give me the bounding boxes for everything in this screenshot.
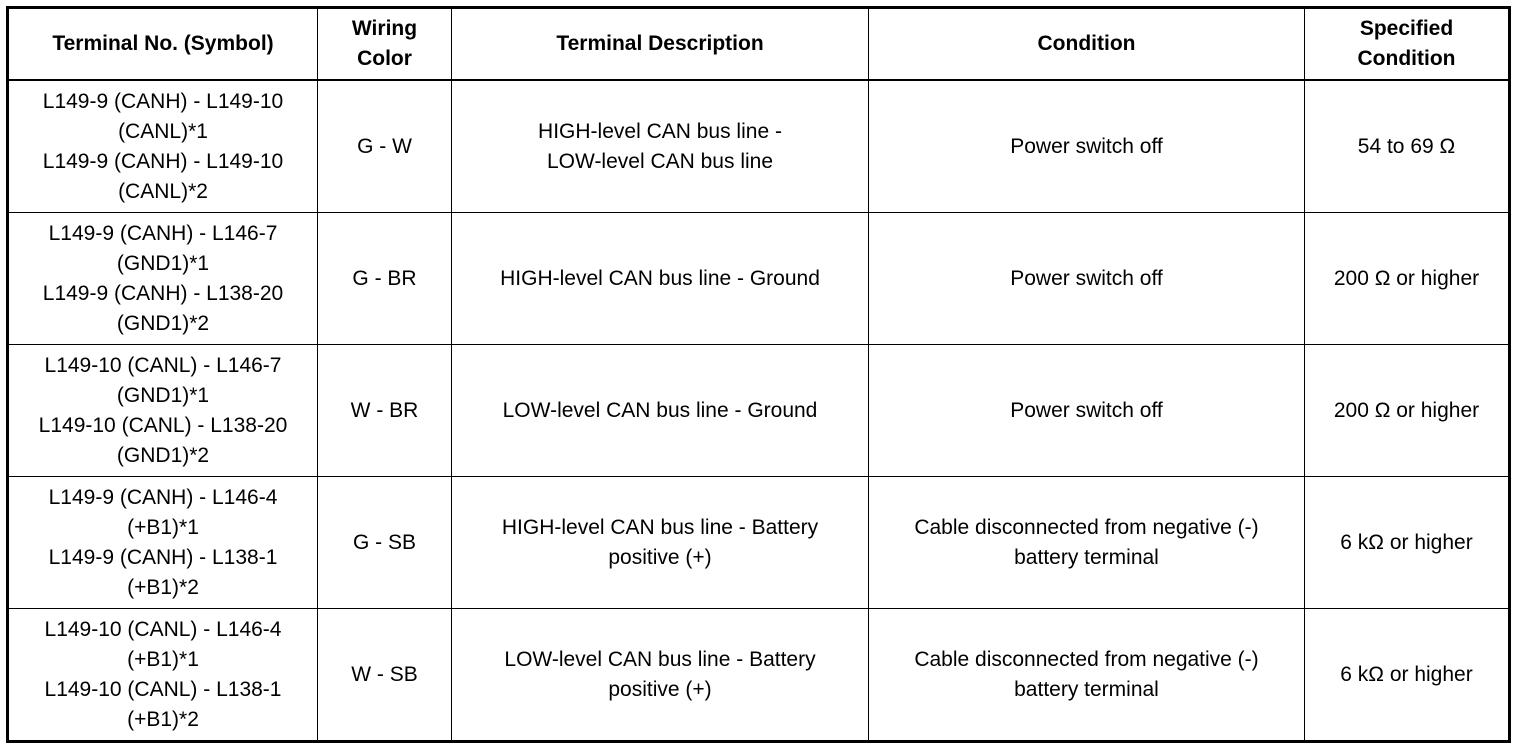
table-row [8,609,1510,742]
cell-specified-condition: 6 kΩ or higher [1305,477,1510,609]
cell-terminal [8,477,318,609]
cell-condition [869,609,1305,742]
cell-terminal-line: L149-10 (CANL) - L138-20 [38,413,288,437]
cell-terminal [8,609,318,742]
cell-terminal-description-line: HIGH-level CAN bus line - Battery [501,515,819,539]
terminal-spec-table [6,6,1511,743]
cell-terminal-description [452,477,869,609]
cell-terminal-line: (+B1)*2 [127,575,199,599]
cell-terminal-line: (GND1)*1 [116,251,210,275]
cell-terminal [8,213,318,345]
cell-specified-condition: 6 kΩ or higher [1305,609,1510,742]
cell-terminal-description [452,345,869,477]
cell-condition [869,213,1305,345]
table-body [8,80,1510,742]
cell-terminal-line: L149-9 (CANH) - L138-1 [48,545,278,569]
header-terminal-description: Terminal Description [452,8,869,81]
cell-condition-line: battery terminal [1014,677,1159,701]
cell-terminal-description-line: HIGH-level CAN bus line - [538,119,782,143]
cell-terminal-description [452,213,869,345]
cell-terminal-line: L149-10 (CANL) - L146-4 [44,617,282,641]
cell-wiring-color: G - BR [318,213,452,345]
table-container [6,6,1511,743]
cell-terminal-line: (+B1)*1 [127,515,199,539]
table-header-row [8,8,1510,81]
cell-terminal-description-line: positive (+) [608,545,712,569]
cell-wiring-color: W - SB [318,609,452,742]
cell-terminal-line: (CANL)*1 [118,119,208,143]
cell-terminal-line: (GND1)*2 [116,443,210,467]
cell-wiring-color: W - BR [318,345,452,477]
cell-terminal-line: L149-10 (CANL) - L138-1 [44,677,282,701]
cell-condition-line: Power switch off [1010,398,1163,422]
cell-terminal-description-line: LOW-level CAN bus line - Ground [502,398,818,422]
cell-condition [869,80,1305,213]
cell-wiring-color: G - W [318,80,452,213]
cell-condition-line: Cable disconnected from negative (-) [914,515,1259,539]
header-terminal: Terminal No. (Symbol) [8,8,318,81]
cell-terminal-line: L149-9 (CANH) - L149-10 [42,89,284,113]
cell-terminal-description-line: LOW-level CAN bus line [546,149,774,173]
cell-terminal-line: (CANL)*2 [118,179,208,203]
cell-condition [869,477,1305,609]
header-wiring-color-line: Color [357,47,412,70]
cell-terminal-description-line: LOW-level CAN bus line - Battery [504,647,816,671]
cell-terminal-line: L149-9 (CANH) - L149-10 [42,149,284,173]
table-row [8,80,1510,213]
table-row [8,477,1510,609]
cell-condition [869,345,1305,477]
cell-terminal [8,80,318,213]
cell-terminal-description [452,80,869,213]
cell-condition-line: Power switch off [1010,266,1163,290]
header-specified-condition [1305,8,1510,81]
cell-terminal-line: (GND1)*1 [116,383,210,407]
cell-terminal-description-line: positive (+) [608,677,712,701]
cell-specified-condition: 54 to 69 Ω [1305,80,1510,213]
cell-terminal-line: L149-10 (CANL) - L146-7 [44,353,282,377]
cell-terminal-line: (GND1)*2 [116,311,210,335]
cell-terminal-line: (+B1)*1 [127,647,199,671]
table-row [8,213,1510,345]
cell-wiring-color: G - SB [318,477,452,609]
cell-condition-line: Power switch off [1010,134,1163,158]
header-wiring-color-line: Wiring [351,17,418,40]
header-specified-condition-line: Specified [1359,17,1454,40]
cell-terminal [8,345,318,477]
table-row [8,345,1510,477]
cell-terminal-description-line: HIGH-level CAN bus line - Ground [500,266,820,290]
cell-terminal-line: L149-9 (CANH) - L146-7 [48,221,278,245]
cell-condition-line: battery terminal [1014,545,1159,569]
cell-specified-condition: 200 Ω or higher [1305,213,1510,345]
header-wiring-color [318,8,452,81]
header-condition: Condition [869,8,1305,81]
cell-terminal-line: (+B1)*2 [127,707,199,731]
cell-terminal-line: L149-9 (CANH) - L138-20 [42,281,284,305]
cell-terminal-description [452,609,869,742]
cell-terminal-line: L149-9 (CANH) - L146-4 [48,485,278,509]
cell-specified-condition: 200 Ω or higher [1305,345,1510,477]
header-specified-condition-line: Condition [1357,47,1456,70]
cell-condition-line: Cable disconnected from negative (-) [914,647,1259,671]
